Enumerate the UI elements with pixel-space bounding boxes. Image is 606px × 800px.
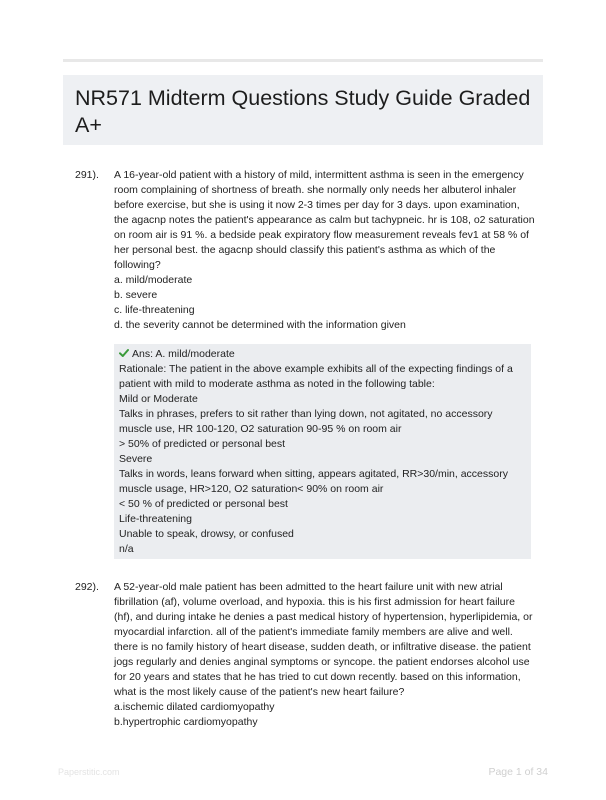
option-b: b.hypertrophic cardiomyopathy: [114, 716, 258, 728]
question-number: 291).: [75, 169, 99, 181]
question-body: [114, 580, 536, 730]
rationale-severe-heading: Severe: [119, 453, 153, 465]
option-b: b. severe: [114, 289, 158, 301]
rationale-life-detail: Unable to speak, drowsy, or confused: [119, 528, 294, 540]
title-banner: [63, 75, 543, 145]
option-a: a.ischemic dilated cardiomyopathy: [114, 701, 275, 713]
answer-box: [114, 344, 531, 559]
option-a: a. mild/moderate: [114, 274, 193, 286]
footer-watermark: Paperstitic.com: [58, 767, 120, 777]
top-divider: [63, 59, 543, 62]
page-number: Page 1 of 34: [488, 766, 548, 778]
question-number: 292).: [75, 581, 99, 593]
answer-line: [119, 347, 526, 362]
question-body: [114, 168, 536, 559]
rationale-intro: Rationale: The patient in the above example exhibits all of the expecting findings of a patient with mild to moderate asthma as noted in the following table:: [119, 363, 513, 390]
question-stem: A 52-year-old male patient has been admitted to the heart failure unit with new atrial fibrillation (af), volume overload, and hypoxia. this is his first admission for heart failure (hf), and during intake he denies a past medical history of hypertension, hyperlipidemia, or myocardial infarction. all of the patient's immediate family members are alive and well. there is no family history of heart disease, sudden death, or infiltrative disease. the patient jogs regularly and denies anginal symptoms or syncope. the patient endorses alcohol use for 20 years and states that he has tried to cut down recently. based on this information, what is the most likely cause of the patient's new heart failure?: [114, 581, 533, 698]
rationale-mild-pef: > 50% of predicted or personal best: [119, 438, 286, 450]
rationale-severe-detail: Talks in words, leans forward when sitting, appears agitated, RR>30/min, accessory muscle usage, HR>120, O2 saturation< 90% on room air: [119, 468, 508, 495]
rationale-mild-heading: Mild or Moderate: [119, 393, 198, 405]
answer-text: Ans: A. mild/moderate: [132, 348, 235, 360]
rationale-severe-pef: < 50 % of predicted or personal best: [119, 498, 288, 510]
question-stem: A 16-year-old patient with a history of mild, intermittent asthma is seen in the emergency room complaining of shortness of breath. she normally only needs her albuterol inhaler before exercise, but she is using it now 2-3 times per day for 3 days. upon examination, the agacnp notes the patient's appearance as calm but tachypneic. hr is 108, o2 saturation on room air is 91 %. a bedside peak expiratory flow measurement reveals fev1 at 58 % of her personal best. the agacnp should classify this patient's asthma as which of the following?: [114, 169, 535, 271]
check-icon: [119, 348, 129, 358]
rationale-life-heading: Life-threatening: [119, 513, 192, 525]
option-c: c. life-threatening: [114, 304, 195, 316]
rationale-mild-detail: Talks in phrases, prefers to sit rather than lying down, not agitated, no accessory muscle use, HR 100-120, O2 saturation 90-95 % on room air: [119, 408, 493, 435]
rationale-life-pef: n/a: [119, 543, 134, 555]
page-title: NR571 Midterm Questions Study Guide Graded A+: [75, 86, 531, 137]
option-d: d. the severity cannot be determined with the information given: [114, 319, 406, 331]
